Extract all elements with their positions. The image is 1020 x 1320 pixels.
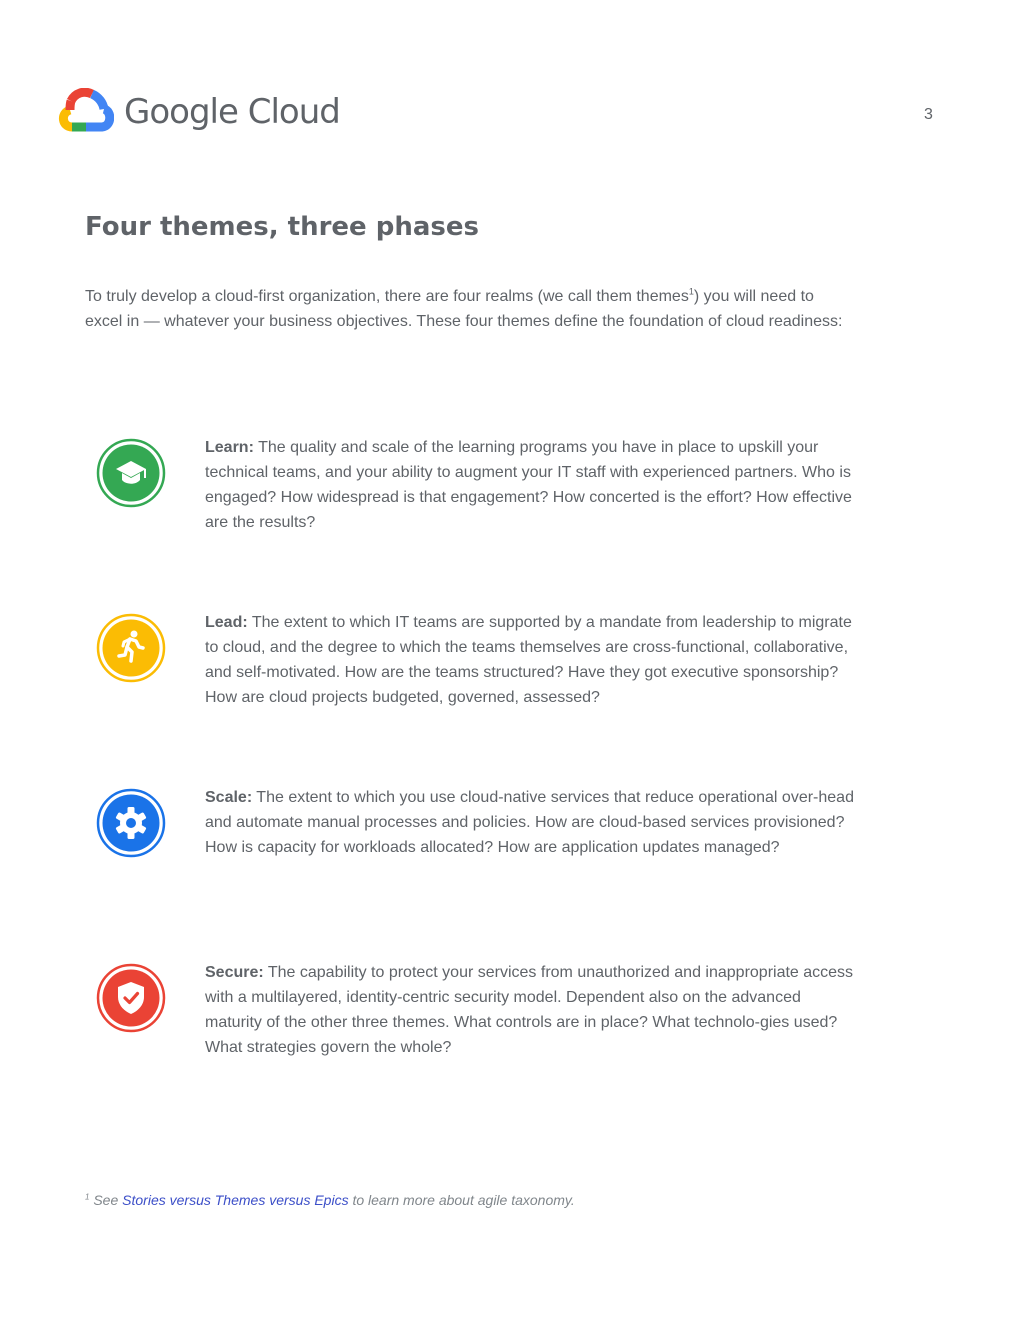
- shield-check-icon: [96, 963, 166, 1033]
- footnote-link[interactable]: Stories versus Themes versus Epics: [122, 1192, 349, 1208]
- running-person-icon: [96, 613, 166, 683]
- footnote-suffix: to learn more about agile taxonomy.: [348, 1192, 575, 1208]
- theme-learn-text: [205, 435, 855, 535]
- theme-secure: [96, 960, 856, 1070]
- footnote: [85, 1192, 575, 1208]
- footnote-prefix: See: [89, 1192, 123, 1208]
- footnote-reference: 1: [688, 286, 694, 297]
- google-cloud-icon: [58, 88, 114, 136]
- theme-scale: [96, 785, 856, 895]
- theme-secure-text: [205, 960, 855, 1060]
- footnote-marker: 1: [85, 1192, 90, 1202]
- theme-lead-title: Lead:: [205, 614, 248, 631]
- intro-text-end: ) you will need to excel in — whatever your business objectives. These four themes define the foundation of cloud readiness:: [85, 288, 843, 330]
- theme-secure-title: Secure:: [205, 964, 264, 981]
- page-title: Four themes, three phases: [85, 212, 479, 242]
- theme-learn: [96, 435, 856, 545]
- theme-scale-description: The extent to which you use cloud-native services that reduce operational over-head and automate manual processes and policies. How are cloud-based services provisioned? How is capacity for workloads allocated? How are application updates managed?: [205, 789, 854, 856]
- logo-text: Google Cloud: [124, 92, 340, 132]
- theme-scale-text: [205, 785, 855, 860]
- theme-learn-title: Learn:: [205, 439, 254, 456]
- theme-scale-title: Scale:: [205, 789, 253, 806]
- page-number: 3: [924, 106, 933, 123]
- theme-lead-description: The extent to which IT teams are supported by a mandate from leadership to migrate to cloud, and the degree to which the teams themselves are cross-functional, collaborative, and self-motivated. How are the teams structured? Have they got executive sponsorship? How are cloud projects budgeted, governed, assessed?: [205, 614, 852, 706]
- theme-secure-description: The capability to protect your services from unauthorized and inappropriate access with a multilayered, identity-centric security model. Dependent also on the advanced maturity of the other three themes. What controls are in place? What technolo-gies used? What strategies govern the whole?: [205, 964, 854, 1056]
- intro-text-start: To truly develop a cloud-first organization, there are four realms (we call them themes: [85, 288, 689, 305]
- theme-lead-text: [205, 610, 855, 710]
- graduation-cap-icon: [96, 438, 166, 508]
- intro-paragraph: [85, 284, 855, 334]
- theme-lead: [96, 610, 856, 720]
- gear-icon: [96, 788, 166, 858]
- google-cloud-logo: [58, 88, 348, 136]
- theme-learn-description: The quality and scale of the learning programs you have in place to upskill your technical teams, and your ability to augment your IT staff with experienced partners. Who is engaged? How widespread is that engagement? How concerted is the effort? How effective are the results?: [205, 439, 852, 531]
